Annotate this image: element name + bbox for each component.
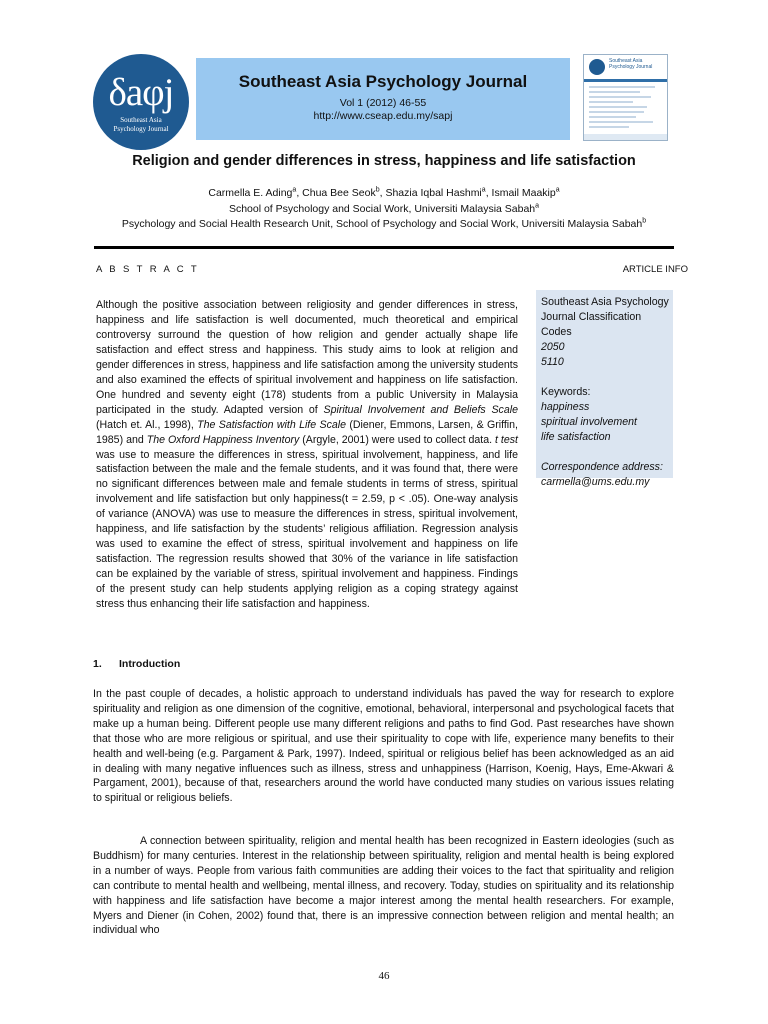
introduction-paragraph: A connection between spirituality, religion and mental health has been recognized in Eastern ideologies (such as Buddhism) for many centuries. Interest in the relationship between spirituality, religion and mental health is being explored in a number of ways. People from various faith communities are adding their voices to the fact that spirituality and religion can contribute to mental health and wellbeing, mental illness, and recovery. Today, studies on spirituality and its relationship with happiness and life satisfaction have become a major interest among the mental health researchers. For example, Myers and Diener (in Cohen, 2002) found that, there is an impressive connection between religion and mental health; an individual who <box>93 835 674 937</box>
author: Chua Bee Seok <box>302 187 376 199</box>
keyword: spiritual involvement <box>541 415 637 428</box>
cover-text-lines <box>584 82 667 135</box>
author: Ismail Maakip <box>491 187 556 199</box>
journal-url: http://www.cseap.edu.my/sapj <box>313 110 453 122</box>
classification-code: 5110 <box>541 355 564 368</box>
correspondence-email: carmella@ums.edu.my <box>541 475 650 488</box>
correspondence-label: Correspondence address: <box>541 460 663 473</box>
author: Shazia Iqbal Hashmi <box>385 187 482 199</box>
affiliation-a: School of Psychology and Social Work, Universiti Malaysia Sabah$^a$ <box>228 202 540 215</box>
abstract-text: Although the positive association between religiosity and gender differences in stress, happiness and life satisfaction is well documented, much theoretical and empirical controversy surround the question of how religion and gender actually shape life satisfaction and effect stress and happiness. This study aims to look at religion and gender differences in stress, happiness and life satisfaction among the university students and also examined the effects of spiritual involvement and happiness on life satisfaction. One hundred and seventy eight (178) students from a public University in Malaysia participated in the study. Adapted version of Spiritual Involvement and Beliefs Scale (Hatch et. Al., 1998), The Satisfaction with Life Scale (Diener, Emmons, Larsen, & Griffin, 1985) and The Oxford Happiness Inventory (Argyle, 2001) were used to collect data. t test was use to measure the differences in stress, spiritual involvement, happiness, and life satisfaction between the male and the female students, and it was found that, there were no significant differences between male and female students in terms of stress, spiritual involvement and life satisfaction but only happiness(t = 2.59, p < .05). One-way analysis of variance (ANOVA) was use to measure the differences in stress, spiritual involvement, happiness, and life satisfaction by the students’ religious affiliation. Regression analysis was used to examine the effect of stress, spiritual involvement and happiness on life satisfaction. The regression results showed that 30% of the variance in life satisfaction can be explained by the variable of stress, spiritual involvement and happiness. Findings of the present study can help students applying religion as a coping strategy against stress thus enhancing their life satisfaction and happiness. <box>96 299 519 611</box>
logo-text: Southeast Asia Psychology Journal <box>113 116 169 133</box>
journal-title: Southeast Asia Psychology Journal <box>238 72 528 91</box>
header-divider <box>94 246 674 249</box>
article-info-heading: ARTICLE INFO <box>622 264 688 275</box>
journal-cover-thumbnail <box>583 54 668 141</box>
cover-title: Southeast Asia Psychology Journal <box>609 58 653 70</box>
keyword: life satisfaction <box>541 430 611 443</box>
journal-banner <box>196 58 570 140</box>
keywords-label: Keywords: <box>541 385 591 398</box>
abstract-heading: A B S T R A C T <box>96 264 200 275</box>
introduction-paragraph: In the past couple of decades, a holistic approach to understand individuals has paved the way for research to explore spirituality and religion as one dimension of the cognitive, emotional, behavioral, interpersonal and psychological facets that make up a human being. Different people use many different religions and paths to find God. Past researches have shown that those who are more religious or spiritual, and use their spirituality to cope with life, experience many benefits to their health and well-being (e.g. Pargament & Park, 1997). Indeed, spiritual or religious belief has been acknowledged as an aid in dealing with many negative influences such as illness, stress and unhappiness (Harrison, Koenig, Hays, Eme-Akwari & Pargament, 2001), because of that, researchers around the world have conducted many studies on various issues relating to spiritual or religious beliefs. <box>93 688 674 805</box>
paper-title: Religion and gender differences in stress, happiness and life satisfaction <box>132 153 636 169</box>
keyword: happiness <box>541 400 590 413</box>
author-list: Carmella E. Ading$^a$, Chua Bee Seok$^b$, Shazia Iqbal Hashmi$^a$, Ismail Maakip$^a$ <box>208 186 560 199</box>
article-info-box: Southeast Asia Psychology Journal Classification Codes 2050 5110 Keywords: happiness spiritual involvement life satisfaction Correspondence address: carmella@ums.edu.my <box>536 290 673 478</box>
page-number: 46 <box>378 970 390 982</box>
author: Carmella E. Ading <box>208 187 293 199</box>
affiliation-b: Psychology and Social Health Research Unit, School of Psychology and Social Work, Universiti Malaysia Sabah$^b$ <box>121 217 647 230</box>
classification-code: 2050 <box>541 340 565 353</box>
cover-logo-icon <box>589 59 605 75</box>
journal-volume: Vol 1 (2012) 46-55 <box>339 97 427 109</box>
section-heading-introduction: 1. Introduction <box>93 658 181 670</box>
logo-mark: δaφj <box>108 71 174 114</box>
journal-logo <box>93 54 189 150</box>
classification-label: Southeast Asia Psychology <box>541 296 669 308</box>
